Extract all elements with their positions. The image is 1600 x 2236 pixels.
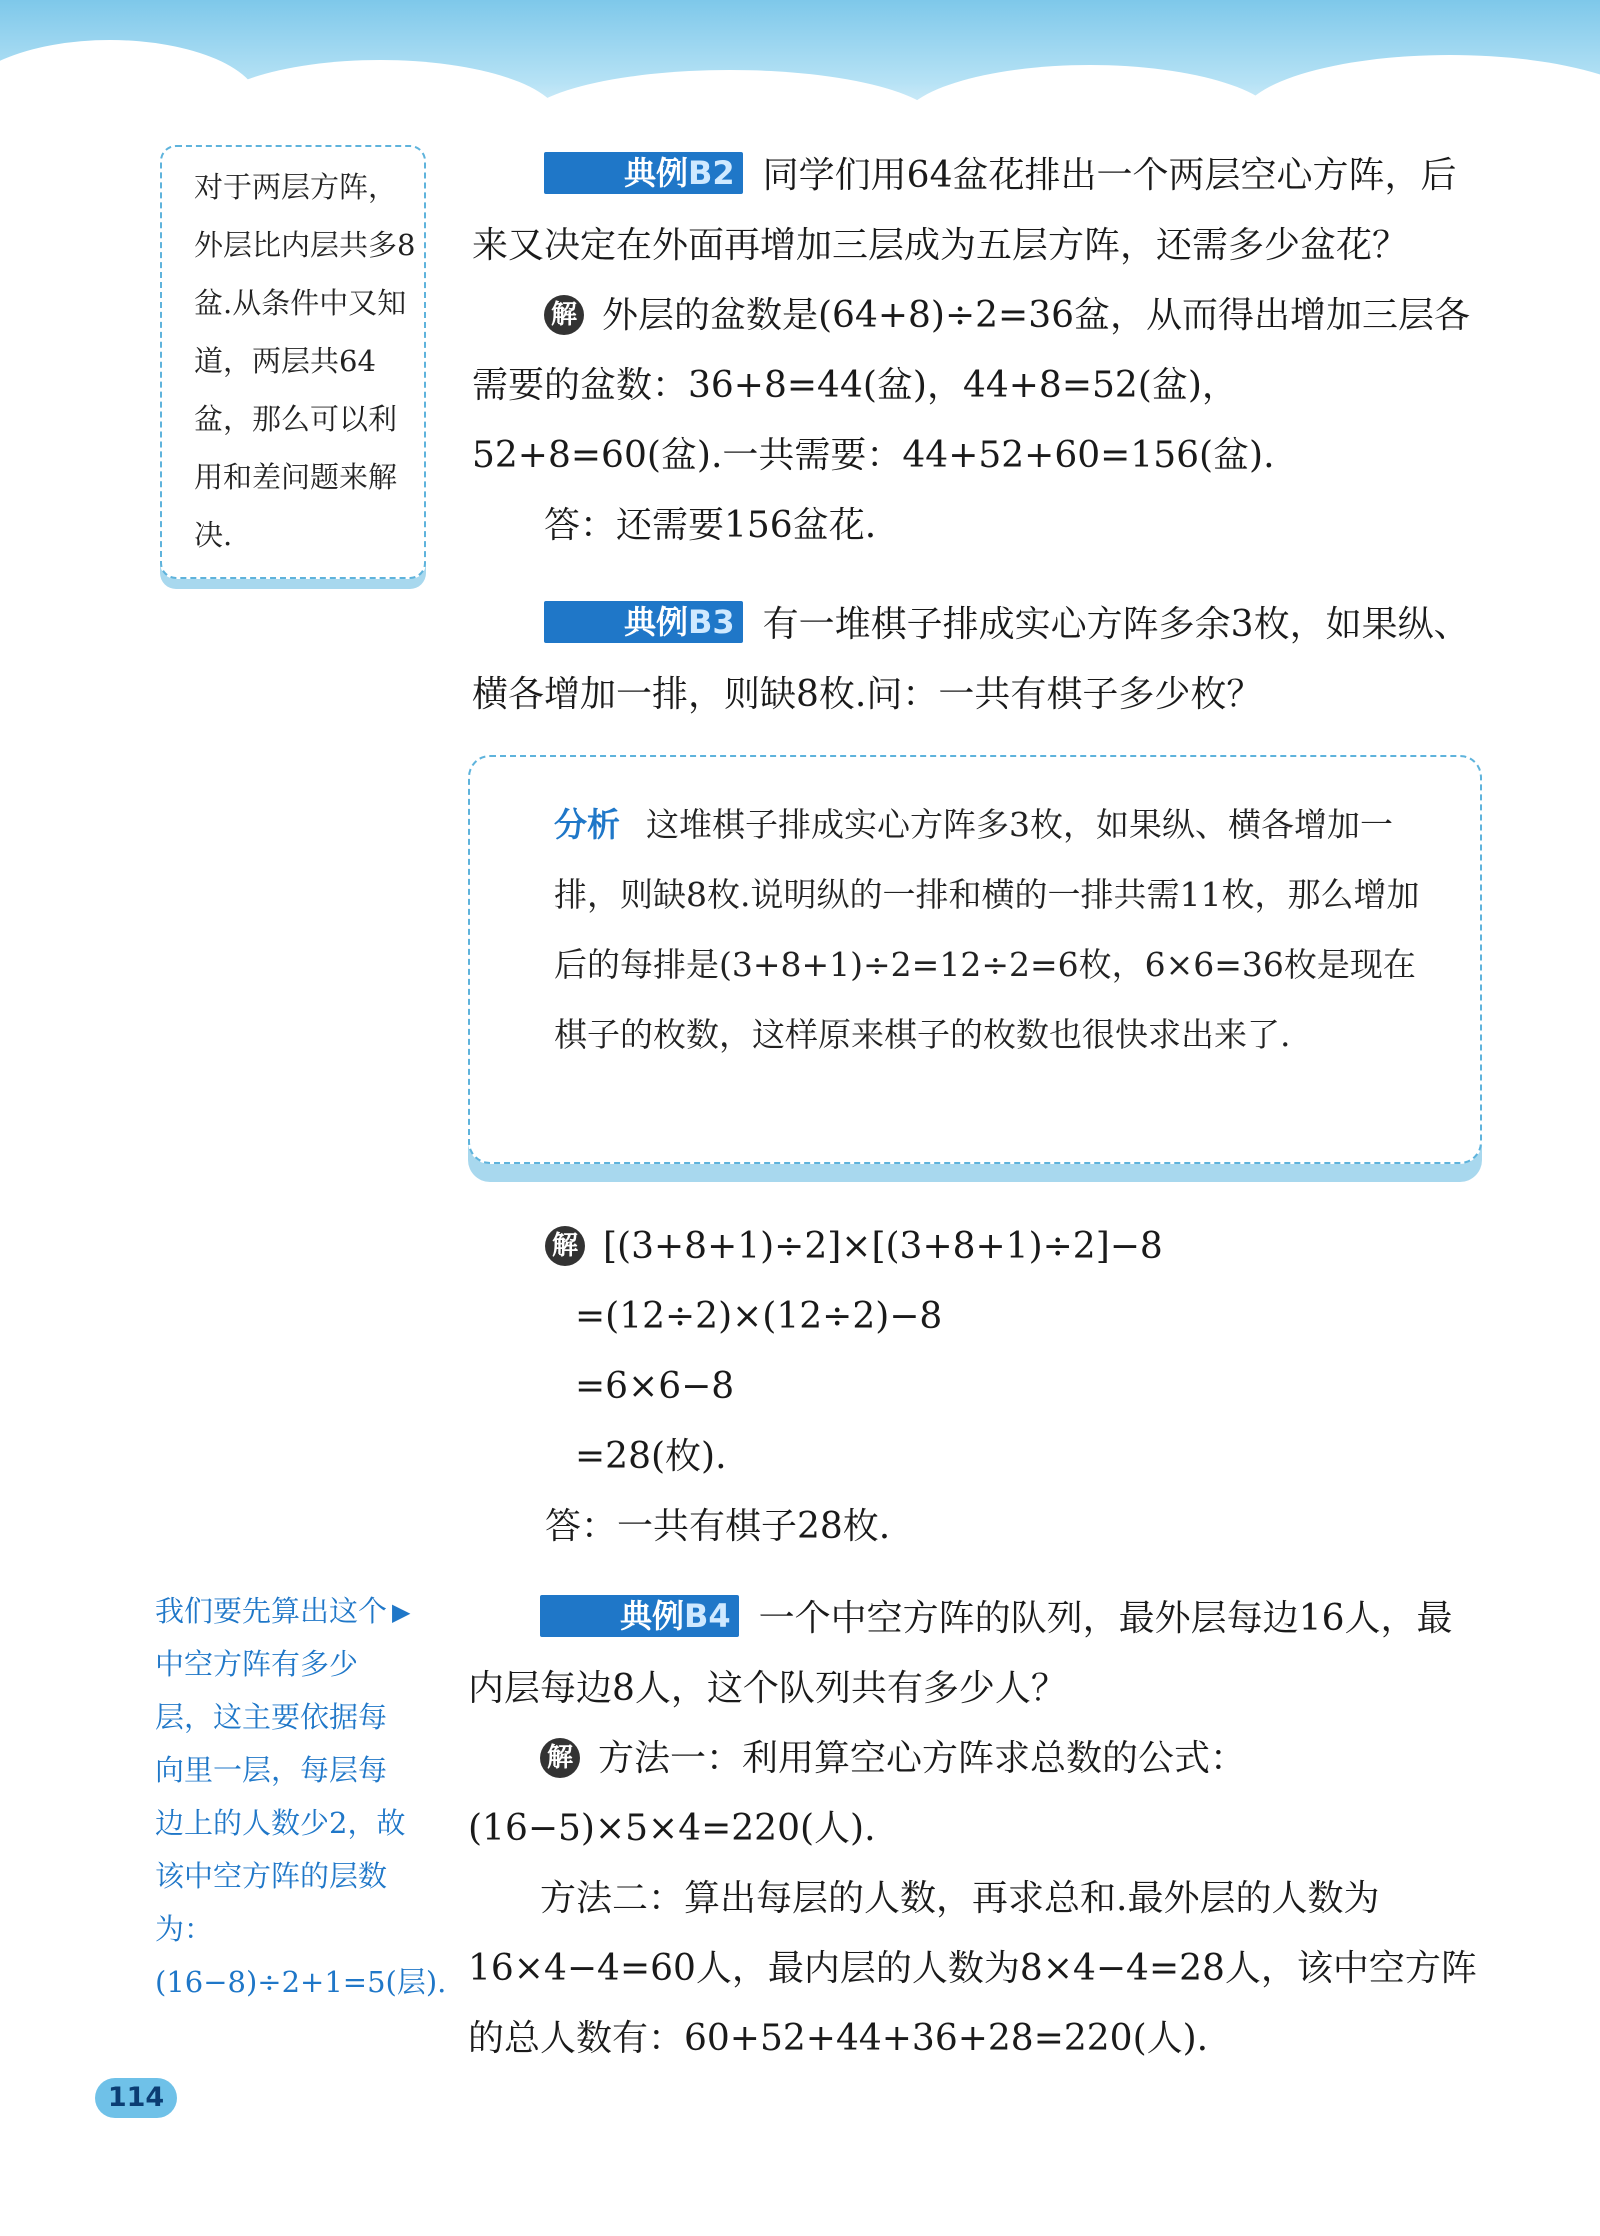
solution-badge-icon: 解 <box>540 1738 580 1778</box>
example-b4 <box>468 1584 1480 2074</box>
b3-solution <box>545 1212 1445 1562</box>
b4-method-1: 解 方法一：利用算空心方阵求总数的公式：(16−5)×5×4=220(人). <box>468 1738 1247 1849</box>
b2-answer: 答：还需要156盆花. <box>544 505 877 546</box>
example-b3 <box>472 590 1484 730</box>
sidebar-note-1: 对于两层方阵，外层比内层共多8盆.从条件中又知道，两层共64盆，那么可以利用和差问题来解决. <box>194 170 416 552</box>
arrow-right-icon: ▶ <box>392 1598 411 1626</box>
b3-step: =28(枚). <box>575 1436 727 1477</box>
page-number-badge: 114 <box>95 2078 177 2118</box>
solution-badge-icon: 解 <box>545 1226 585 1266</box>
b3-problem: 典例B3 有一堆棋子排成实心方阵多余3枚，如果纵、横各增加一排，则缺8枚.问：一共有棋子多少枚？ <box>472 603 1470 715</box>
b2-solution: 解 外层的盆数是(64+8)÷2=36盆，从而得出增加三层各需要的盆数：36+8=44(盆)，44+8=52(盆)，52+8=60(盆).一共需要：44+52+60=156(盆). <box>472 295 1471 476</box>
b3-analysis: 分析 这堆棋子排成实心方阵多3枚，如果纵、横各增加一排，则缺8枚.说明纵的一排和横的一排共需11枚，那么增加后的每排是(3+8+1)÷2=12÷2=6枚，6×6=36枚是现在棋子的枚数，这样原来棋子的枚数也很快求出来了. <box>554 805 1420 1054</box>
solution-badge-icon: 解 <box>544 295 584 335</box>
example-tag-b4: 典例B4 <box>540 1595 739 1637</box>
analysis-label: 分析 <box>554 805 620 844</box>
b3-step: =6×6−8 <box>575 1366 735 1407</box>
b4-method-2: 方法二：算出每层的人数，再求总和.最外层的人数为16×4−4=60人，最内层的人数为8×4−4=28人，该中空方阵的总人数有：60+52+44+36+28=220(人). <box>468 1878 1477 2059</box>
example-tag-b3: 典例B3 <box>544 601 743 643</box>
b3-step: 解 [(3+8+1)÷2]×[(3+8+1)÷2]−8 <box>545 1212 1445 1282</box>
b3-step: =(12÷2)×(12÷2)−8 <box>575 1296 943 1337</box>
b4-problem: 典例B4 一个中空方阵的队列，最外层每边16人，最内层每边8人，这个队列共有多少人？ <box>468 1597 1453 1709</box>
b2-problem: 典例B2 同学们用64盆花排出一个两层空心方阵，后来又决定在外面再增加三层成为五层方阵，还需多少盆花？ <box>472 154 1457 266</box>
sky-header-decoration <box>0 0 1600 150</box>
example-b2 <box>472 141 1484 561</box>
b3-answer: 答：一共有棋子28枚. <box>545 1506 891 1547</box>
sidebar-note-2: 我们要先算出这个中空方阵有多少层，这主要依据每向里一层，每层每边上的人数少2，故该中空方阵的层数为：(16−8)÷2+1=5(层). <box>155 1594 447 1999</box>
example-tag-b2: 典例B2 <box>544 152 743 194</box>
